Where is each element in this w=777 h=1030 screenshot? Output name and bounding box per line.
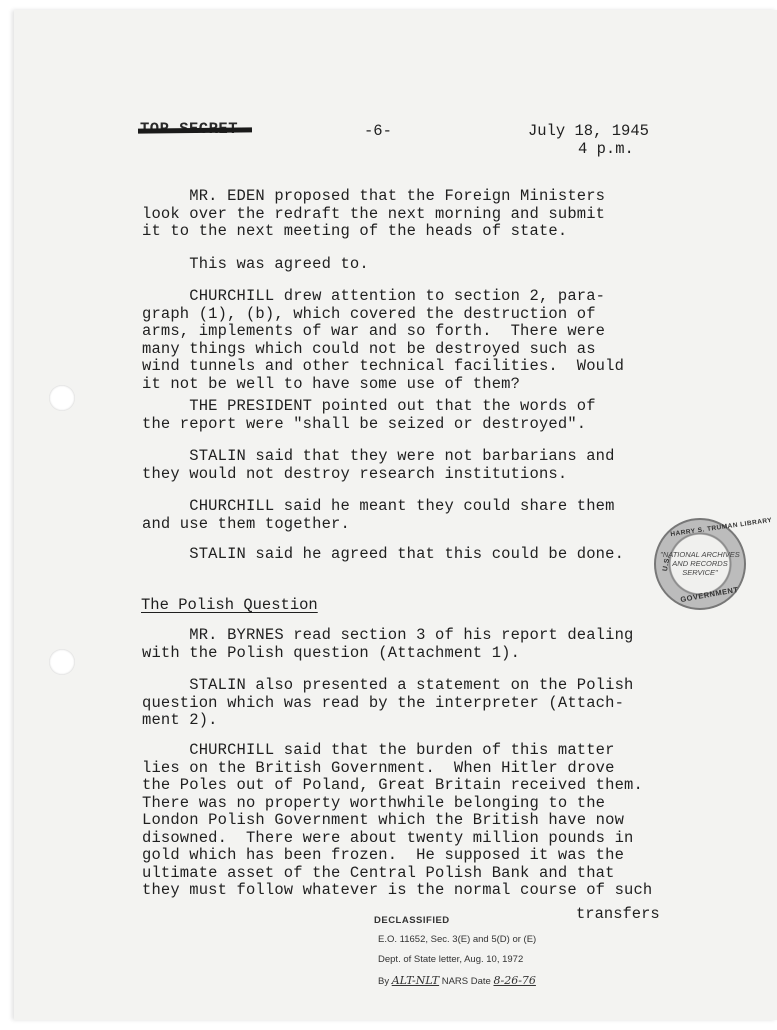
paragraph-churchill-section2: CHURCHILL drew attention to section 2, para- graph (1), (b), which covered the destruction of arms, implements of war and so forth. There were many things which could not be destroyed such as wind tunnels and other technical facilities. Would it not be well to have some use of them?: [142, 287, 625, 393]
paragraph-stalin-agreed: STALIN said he agreed that this could be done.: [142, 545, 625, 563]
paragraph-churchill-burden: CHURCHILL said that the burden of this matter lies on the British Government. When Hitler drove the Poles out of Poland, Great Britain received them. There was no property worthwhile belonging to the London Polish Government which the British have now disowned. There were about twenty million pounds in gold which has been frozen. He supposed it was the ultimate asset of the Central Polish Bank and that they must follow whatever is the normal course of such: [142, 741, 653, 899]
punch-hole-upper: [49, 385, 75, 411]
archive-stamp: [654, 516, 773, 610]
paragraph-churchill-share: CHURCHILL said he meant they could share them and use them together.: [142, 497, 615, 533]
by-prefix: By: [378, 976, 390, 987]
by-signature: ALT-NLT: [391, 974, 440, 987]
nars-date-label: NARS Date: [441, 976, 491, 987]
declassification-letter: Dept. of State letter, Aug. 10, 1972: [378, 954, 524, 965]
paragraph-agreed: This was agreed to.: [142, 255, 369, 273]
paragraph-byrnes-report: MR. BYRNES read section 3 of his report dealing with the Polish question (Attachment 1).: [142, 626, 634, 662]
paragraph-president-words: THE PRESIDENT pointed out that the words of the report were "shall be seized or destroyed".: [142, 397, 596, 433]
stamp-center-text: "NATIONAL ARCHIVES AND RECORDS SERVICE": [660, 550, 740, 577]
page-number: -6-: [364, 122, 392, 140]
declassification-authority: E.O. 11652, Sec. 3(E) and 5(D) or (E): [378, 934, 537, 945]
stamp-side-text: U.S.: [662, 555, 672, 572]
nars-date-value: 8-26-76: [493, 974, 536, 987]
punch-hole-lower: [49, 649, 75, 675]
declassification-by-line: [378, 974, 536, 987]
continuation-word: transfers: [576, 905, 660, 923]
paragraph-stalin-barbarians: STALIN said that they were not barbarians and they would not destroy research institutions.: [142, 447, 615, 483]
paragraph-stalin-statement: STALIN also presented a statement on the Polish question which was read by the interpreter (Attach- ment 2).: [142, 676, 634, 729]
stamp-ring-text: HARRY S. TRUMAN LIBRARY: [670, 516, 773, 539]
meeting-time: 4 p.m.: [578, 140, 634, 158]
meeting-date: July 18, 1945: [528, 122, 649, 140]
stamp-bottom-text: GOVERNMENT: [679, 584, 740, 605]
section-heading: The Polish Question: [141, 596, 318, 614]
paragraph-eden-proposal: MR. EDEN proposed that the Foreign Ministers look over the redraft the next morning and submit it to the next meeting of the heads of state.: [142, 187, 606, 240]
declassified-label: DECLASSIFIED: [374, 915, 450, 926]
